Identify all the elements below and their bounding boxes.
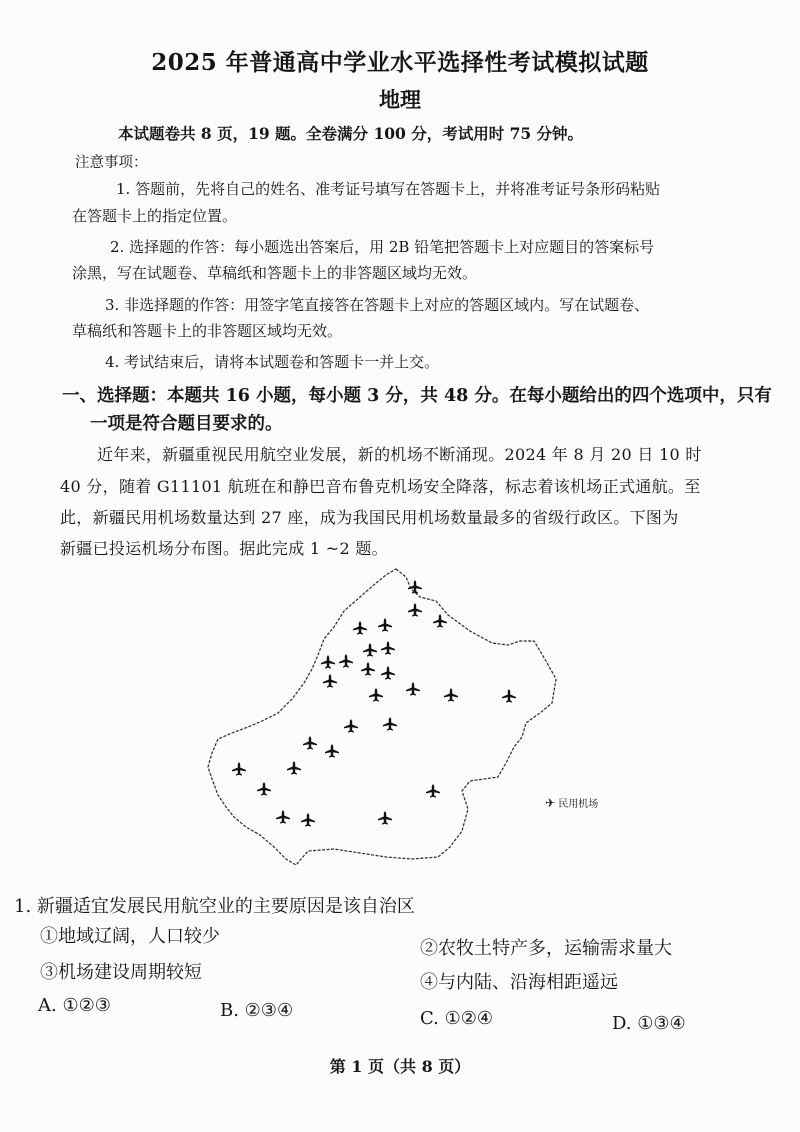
passage-line: 此，新疆民用机场数量达到 27 座，成为我国民用机场数量最多的省级行政区。下图为 [60, 508, 679, 527]
airport-marker [378, 811, 392, 825]
airport-marker [381, 641, 395, 655]
airport-marker [406, 682, 420, 696]
airport-marker [353, 621, 367, 635]
airport-marker [444, 688, 458, 702]
option-d: D. ①③④ [612, 1013, 686, 1034]
airport-marker [433, 614, 447, 628]
subject-title: 地理 [379, 87, 421, 112]
statement-4: ④与内陆、沿海相距遥远 [420, 972, 618, 993]
passage-line: 新疆已投运机场分布图。据此完成 1 ~2 题。 [60, 539, 388, 558]
note-item: 2. 选择题的作答：每小题选出答案后，用 2B 铅笔把答题卡上对应题目的答案标号 [110, 238, 655, 256]
airport-marker [325, 744, 339, 758]
airport-marker [301, 813, 315, 827]
airport-marker [321, 655, 335, 669]
xinjiang-airport-map [200, 565, 630, 865]
note-item: 3. 非选择题的作答：用签字笔直接答在答题卡上对应的答题区域内。写在试题卷、 [105, 296, 650, 314]
note-item: 在答题卡上的指定位置。 [72, 207, 238, 225]
note-item: 草稿纸和答题卡上的非答题区域均无效。 [72, 322, 343, 340]
option-b: B. ②③④ [220, 1000, 294, 1021]
airport-marker [426, 784, 440, 798]
passage-line: 近年来，新疆重视民用航空业发展，新的机场不断涌现。2024 年 8 月 20 日 10 时 [97, 445, 702, 464]
option-a: A. ①②③ [38, 995, 111, 1016]
note-item: 4. 考试结束后，请将本试题卷和答题卡一并上交。 [105, 353, 440, 371]
notes-label: 注意事项： [75, 155, 148, 171]
airport-marker [363, 643, 377, 657]
airport-marker [344, 719, 358, 733]
airport-marker [287, 761, 301, 775]
option-c: C. ①②④ [420, 1008, 493, 1029]
airport-marker [361, 662, 375, 676]
airport-marker [276, 810, 290, 824]
airport-marker [303, 736, 317, 750]
map-legend [545, 795, 598, 810]
airport-marker [408, 603, 422, 617]
airport-marker [502, 689, 516, 703]
statement-2: ②农牧土特产多，运输需求量大 [420, 938, 672, 959]
airport-marker [232, 762, 246, 776]
exam-title: 2025 年普通高中学业水平选择性考试模拟试题 [151, 49, 649, 76]
statement-1: ①地域辽阔，人口较少 [40, 926, 220, 947]
airport-marker [381, 666, 395, 680]
airport-marker [323, 674, 337, 688]
question-stem: 1. 新疆适宜发展民用航空业的主要原因是该自治区 [14, 896, 415, 917]
statement-3: ③机场建设周期较短 [40, 962, 202, 983]
airport-marker [378, 618, 392, 632]
airport-marker [339, 654, 353, 668]
section-heading: 一、选择题：本题共 16 小题，每小题 3 分，共 48 分。在每小题给出的四个选项中，只有 [62, 386, 772, 406]
passage-line: 40 分，随着 G11101 航班在和静巴音布鲁克机场安全降落，标志着该机场正式通航。至 [60, 477, 701, 496]
note-item: 1. 答题前，先将自己的姓名、准考证号填写在答题卡上，并将准考证号条形码粘贴 [116, 180, 661, 198]
airplane-icon: ✈ [545, 796, 556, 810]
note-item: 涂黑，写在试题卷、草稿纸和答题卡上的非答题区域均无效。 [72, 264, 478, 282]
airport-marker [383, 717, 397, 731]
page-footer: 第 1 页（共 8 页） [329, 1057, 471, 1076]
xinjiang-outline [208, 569, 556, 865]
airport-marker [257, 782, 271, 796]
airport-marker [369, 688, 383, 702]
section-heading-cont: 一项是符合题目要求的。 [90, 414, 283, 434]
legend-label: 民用机场 [558, 799, 599, 810]
exam-info: 本试题卷共 8 页，19 题。全卷满分 100 分，考试用时 75 分钟。 [118, 124, 584, 143]
